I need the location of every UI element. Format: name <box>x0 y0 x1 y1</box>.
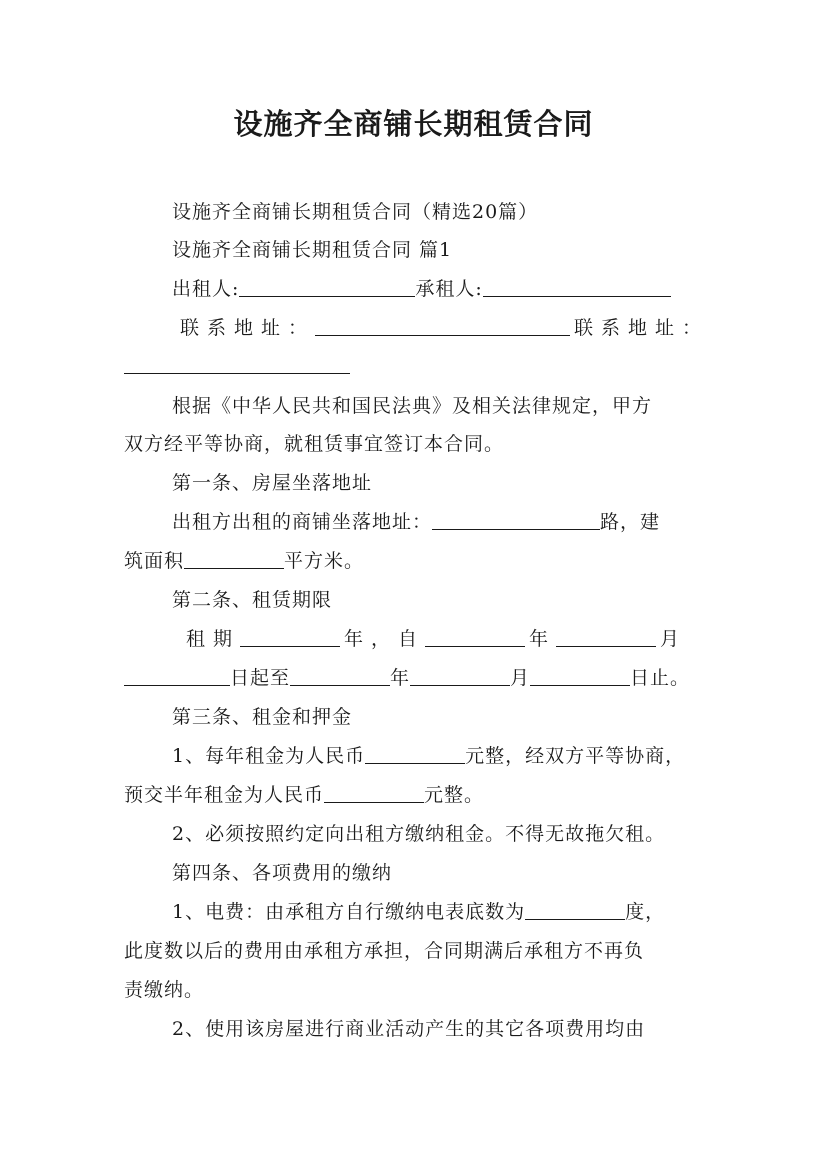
term-from-label: 年，自 <box>344 628 426 650</box>
annual-rent-blank[interactable] <box>365 745 465 764</box>
article1-line2 <box>124 548 364 574</box>
article4-item2: 2、使用该房屋进行商业活动产生的其它各项费用均由 <box>172 1018 646 1040</box>
article2-line1 <box>186 626 687 652</box>
start-month-blank[interactable] <box>556 628 656 647</box>
end-day-label: 日止。 <box>630 667 691 689</box>
prepay-label: 预交半年租金为人民币 <box>124 784 325 806</box>
end-year-blank[interactable] <box>290 667 390 686</box>
area-blank[interactable] <box>184 550 284 569</box>
electricity-label: 1、电费：由承租方自行缴纳电表底数为 <box>172 901 526 923</box>
area-prefix: 筑面积 <box>124 550 185 572</box>
annual-rent-label: 1、每年租金为人民币 <box>172 745 366 767</box>
term-years-blank[interactable] <box>240 628 340 647</box>
document-title: 设施齐全商铺长期租赁合同 <box>233 107 594 141</box>
article3-heading: 第三条、租金和押金 <box>172 706 353 728</box>
article1-heading: 第一条、房屋坐落地址 <box>172 472 373 494</box>
intro-line-2: 双方经平等协商，就租赁事宜签订本合同。 <box>124 433 505 455</box>
article4-heading: 第四条、各项费用的缴纳 <box>172 862 393 884</box>
start-year-blank[interactable] <box>425 628 525 647</box>
road-suffix: 路，建 <box>600 511 661 533</box>
meter-reading-blank[interactable] <box>525 901 625 920</box>
article3-item1-line2 <box>124 782 484 808</box>
document-subtitle: 设施齐全商铺长期租赁合同（精选20篇） <box>172 201 539 223</box>
start-day-blank[interactable] <box>124 667 230 686</box>
article4-item1-line2: 此度数以后的费用由承租方承担，合同期满后承租方不再负 <box>124 940 645 962</box>
lessor-blank[interactable] <box>239 278 415 297</box>
section-heading: 设施齐全商铺长期租赁合同 篇1 <box>172 239 453 261</box>
article3-item1 <box>172 743 685 769</box>
start-year-label: 年 <box>529 628 557 650</box>
article1-line1 <box>172 509 660 535</box>
address-line <box>180 315 709 341</box>
lessee-blank[interactable] <box>483 278 671 297</box>
end-month-label: 月 <box>510 667 531 689</box>
article4-item1-line3: 责缴纳。 <box>124 979 205 1001</box>
annual-rent-suffix: 元整，经双方平等协商， <box>465 745 686 767</box>
parties-line <box>172 276 671 302</box>
address-line-continued <box>124 353 350 379</box>
end-year-label: 年 <box>390 667 411 689</box>
term-label: 租期 <box>186 628 241 650</box>
end-month-blank[interactable] <box>410 667 510 686</box>
lessor-address-blank[interactable] <box>315 317 570 336</box>
prepay-blank[interactable] <box>324 784 424 803</box>
electricity-suffix: 度， <box>625 901 666 923</box>
article4-item1 <box>172 899 665 925</box>
start-month-label: 月 <box>660 628 688 650</box>
article2-line2 <box>124 665 690 691</box>
end-day-blank[interactable] <box>530 667 630 686</box>
article2-heading: 第二条、租赁期限 <box>172 589 333 611</box>
lessee-address-label: 联系地址： <box>574 317 710 339</box>
lessee-address-blank[interactable] <box>124 355 350 374</box>
area-suffix: 平方米。 <box>284 550 365 572</box>
intro-line-1: 根据《中华人民共和国民法典》及相关法律规定，甲方 <box>172 395 653 417</box>
lessor-label: 出租人: <box>172 278 240 300</box>
lessee-label: 承租人: <box>415 278 483 300</box>
address-prefix: 出租方出租的商铺坐落地址： <box>172 511 433 533</box>
road-blank[interactable] <box>432 511 600 530</box>
prepay-suffix: 元整。 <box>424 784 485 806</box>
lessor-address-label: 联系地址： <box>180 317 316 339</box>
article3-item2: 2、必须按照约定向出租方缴纳租金。不得无故拖欠租。 <box>172 823 666 845</box>
until-label: 日起至 <box>230 667 291 689</box>
